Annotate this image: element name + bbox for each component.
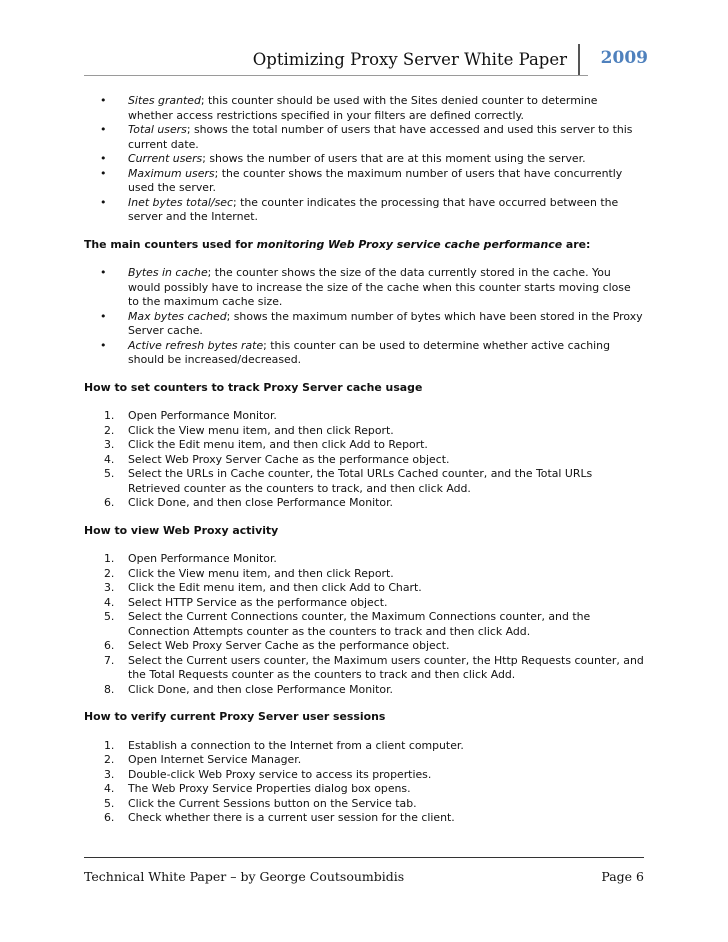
counter-desc: ; this counter should be used with the Sites denied counter to determine whether access restrictions specified in your filters are defined correctly. xyxy=(128,94,598,122)
list-item: 1. Open Performance Monitor. xyxy=(104,409,277,422)
page-footer xyxy=(84,857,644,887)
list-item: 7. Select the Current users counter, the Maximum users counter, the Http Requests counter, and the Total Requests counter as the counters to track and then click Add. xyxy=(104,653,644,681)
section-heading: How to set counters to track Proxy Server cache usage xyxy=(84,380,423,394)
bullet-icon: • xyxy=(100,152,107,165)
list-item xyxy=(84,339,644,368)
list-item: 1. Establish a connection to the Internet from a client computer. xyxy=(104,738,464,752)
counter-desc: ; the counter indicates the processing that have occurred between the server and the Internet. xyxy=(128,195,619,223)
list-item: 3. Double-click Web Proxy service to access its properties. xyxy=(104,767,432,781)
list-item: 3. Click the Edit menu item, and then click Add to Chart. xyxy=(104,581,422,594)
bullet-icon: • xyxy=(100,94,107,107)
bullet-icon: • xyxy=(100,338,107,352)
list-item: 6. Check whether there is a current user session for the client. xyxy=(104,811,455,824)
list-item: 6. Click Done, and then close Performance Monitor. xyxy=(104,496,394,509)
steps-list xyxy=(84,739,644,826)
header-rule xyxy=(84,75,588,76)
steps-list xyxy=(84,409,644,511)
page-header xyxy=(84,44,662,76)
list-item: 6. Select Web Proxy Server Cache as the performance object. xyxy=(104,639,450,652)
counter-term: Sites granted xyxy=(128,94,201,107)
counter-term: Max bytes cached xyxy=(128,309,227,323)
counter-term: Maximum users xyxy=(128,166,215,180)
counter-desc: ; shows the maximum number of bytes which have been stored in the Proxy Server cache. xyxy=(128,309,643,337)
list-item xyxy=(84,94,644,123)
list-item: 8. Click Done, and then close Performance Monitor. xyxy=(104,682,394,696)
list-item: 5. Select the Current Connections counter, the Maximum Connections counter, and the Connection Attempts counter as the counters to track and then click Add. xyxy=(104,610,591,638)
header-year: 2009 xyxy=(600,48,648,68)
list-item: 3. Click the Edit menu item, and then click Add to Report. xyxy=(104,438,428,451)
section-heading: How to verify current Proxy Server user sessions xyxy=(84,710,386,723)
list-item: 4. Select Web Proxy Server Cache as the performance object. xyxy=(104,452,450,466)
footer-rule xyxy=(84,857,644,858)
counter-term: Active refresh bytes rate xyxy=(128,338,264,352)
header-divider xyxy=(578,44,580,75)
counter-term: Bytes in cache xyxy=(128,266,208,279)
list-item xyxy=(84,196,644,225)
footer-credit: Technical White Paper – by George Coutsoumbidis xyxy=(84,869,405,884)
header-title: Optimizing Proxy Server White Paper xyxy=(252,50,567,69)
section-heading: How to view Web Proxy activity xyxy=(84,523,279,537)
bullet-icon: • xyxy=(100,266,107,279)
list-item: 4. Select HTTP Service as the performance object. xyxy=(104,595,388,609)
counter-desc: ; shows the number of users that are at this moment using the server. xyxy=(202,152,586,165)
list-item xyxy=(84,152,644,167)
list-item: 4. The Web Proxy Service Properties dialog box opens. xyxy=(104,782,411,795)
cache-section-heading: The main counters used for monitoring Web Proxy service cache performance are: xyxy=(84,237,591,251)
list-item: 2. Click the View menu item, and then click Report. xyxy=(104,566,394,580)
list-item xyxy=(84,167,644,196)
heading-emphasis: monitoring Web Proxy service cache performance xyxy=(256,237,563,251)
list-item: 2. Open Internet Service Manager. xyxy=(104,753,302,766)
list-item: 5. Select the URLs in Cache counter, the Total URLs Cached counter, and the Total URLs Retrieved counter as the counters to track, and then click Add. xyxy=(104,467,593,495)
list-item: 2. Click the View menu item, and then click Report. xyxy=(104,423,394,437)
bullet-icon: • xyxy=(100,309,107,323)
counter-desc: ; the counter shows the size of the data currently stored in the cache. You would possibly have to increase the size of the cache when this counter starts moving close to the maximum cache size. xyxy=(128,266,631,308)
bullet-icon: • xyxy=(100,166,107,180)
counter-desc: ; shows the total number of users that have accessed and used this server to this current date. xyxy=(128,123,633,151)
document-body xyxy=(84,94,644,826)
counter-desc: ; this counter can be used to determine whether active caching should be increased/decreased. xyxy=(128,338,610,366)
page-number: Page 6 xyxy=(601,869,644,884)
list-item xyxy=(84,266,644,310)
list-item xyxy=(84,310,644,339)
counter-term: Current users xyxy=(128,152,203,165)
counters-list xyxy=(84,94,644,225)
steps-list xyxy=(84,552,644,697)
list-item: 1. Open Performance Monitor. xyxy=(104,552,277,565)
cache-counters-list xyxy=(84,266,644,368)
list-item: 5. Click the Current Sessions button on the Service tab. xyxy=(104,796,417,810)
counter-term: Inet bytes total/sec xyxy=(128,195,233,209)
list-item xyxy=(84,123,644,152)
bullet-icon: • xyxy=(100,123,107,136)
counter-desc: ; the counter shows the maximum number of users that have concurrently used the server. xyxy=(128,166,623,194)
bullet-icon: • xyxy=(100,195,107,209)
counter-term: Total users xyxy=(128,123,187,136)
